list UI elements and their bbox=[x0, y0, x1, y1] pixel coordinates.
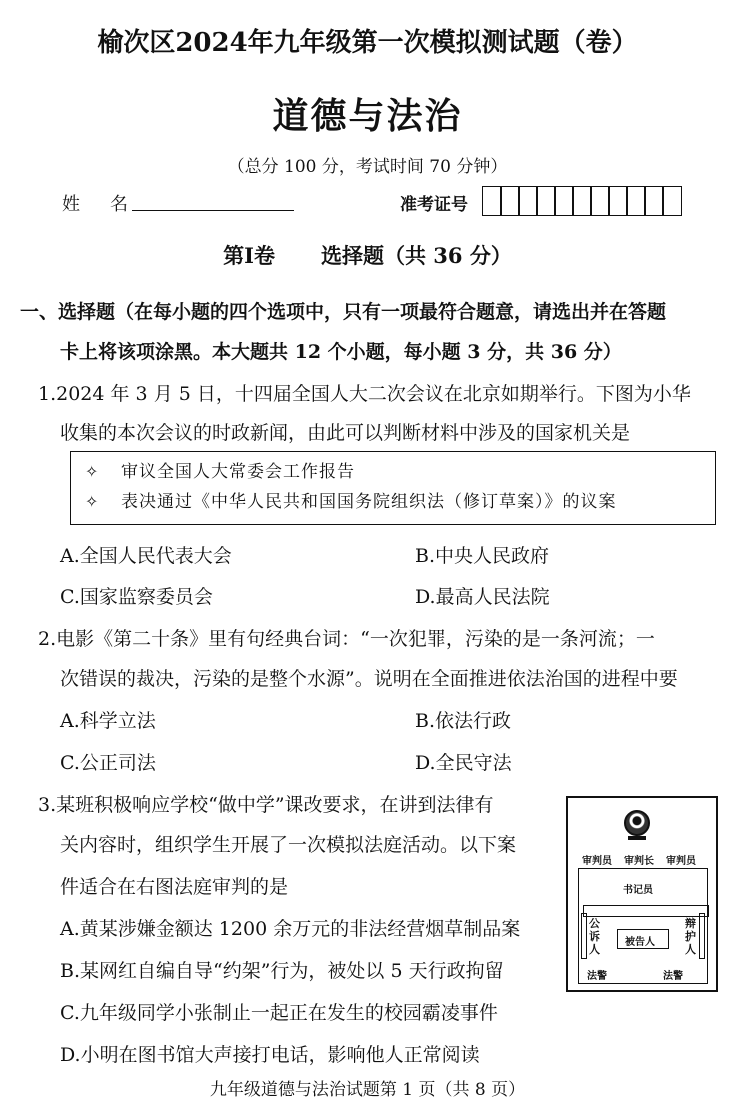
q1-stem-line-2: 收集的本次会议的时政新闻，由此可以判断材料中涉及的国家机关是 bbox=[60, 422, 631, 444]
defender-label: 辩护人 bbox=[685, 917, 696, 956]
q1-stem-line-1: 1.2024 年 3 月 5 日，十四届全国人大二次会议在北京如期举行。下图为小华 bbox=[38, 383, 691, 405]
name-field-line[interactable] bbox=[132, 210, 294, 211]
exam-id-digit-box[interactable] bbox=[608, 186, 628, 216]
exam-id-digit-box[interactable] bbox=[662, 186, 682, 216]
q2-option-b[interactable]: B.依法行政 bbox=[415, 710, 512, 732]
subject-title: 道德与法治 bbox=[272, 95, 463, 137]
q3-stem-line-3: 件适合在右图法庭审判的是 bbox=[60, 876, 289, 898]
q2-option-c[interactable]: C.公正司法 bbox=[60, 752, 156, 774]
chief-judge-label: 审判长 bbox=[624, 856, 654, 867]
exam-id-digit-box[interactable] bbox=[554, 186, 574, 216]
courtroom-diagram bbox=[566, 796, 718, 992]
q3-stem-line-2: 关内容时，组织学生开展了一次模拟法庭活动。以下案 bbox=[60, 834, 517, 856]
name-label: 姓名 bbox=[62, 194, 158, 215]
q2-stem-line-2: 次错误的裁决，污染的是整个水源”。说明在全面推进依法治国的进程中要 bbox=[60, 668, 678, 690]
exam-id-digit-box[interactable] bbox=[482, 186, 502, 216]
exam-id-boxes[interactable] bbox=[482, 186, 680, 216]
exam-info: （总分 100 分，考试时间 70 分钟） bbox=[227, 157, 508, 177]
national-emblem-icon bbox=[624, 810, 650, 836]
news-item: ✧ 表决通过《中华人民共和国国务院组织法（修订草案）》的议案 bbox=[85, 487, 715, 517]
exam-title: 榆次区2024年九年级第一次模拟测试题（卷） bbox=[97, 28, 638, 58]
bailiff-right-label: 法警 bbox=[663, 971, 683, 982]
judge-right-label: 审判员 bbox=[666, 856, 696, 867]
section-title: 选择题（共 36 分） bbox=[320, 243, 512, 268]
section-header bbox=[0, 240, 735, 270]
emblem-base bbox=[628, 836, 646, 840]
clerk-bench bbox=[583, 905, 709, 917]
q2-option-d[interactable]: D.全民守法 bbox=[415, 752, 512, 774]
prosecutor-table bbox=[581, 913, 587, 959]
bailiff-left-label: 法警 bbox=[587, 971, 607, 982]
q2-stem-line-1: 2.电影《第二十条》里有句经典台词：“一次犯罪，污染的是一条河流；一 bbox=[38, 628, 655, 650]
exam-id-digit-box[interactable] bbox=[536, 186, 556, 216]
q3-option-d[interactable]: D.小明在图书馆大声接打电话，影响他人正常阅读 bbox=[60, 1044, 480, 1066]
exam-id-digit-box[interactable] bbox=[590, 186, 610, 216]
q2-option-a[interactable]: A.科学立法 bbox=[60, 710, 156, 732]
exam-id-digit-box[interactable] bbox=[644, 186, 664, 216]
instructions-line-2: 卡上将该项涂黑。本大题共 12 个小题，每小题 3 分，共 36 分） bbox=[60, 341, 622, 363]
q3-option-a[interactable]: A.黄某涉嫌金额达 1200 余万元的非法经营烟草制品案 bbox=[60, 918, 521, 940]
clerk-label: 书记员 bbox=[623, 885, 653, 896]
q1-option-c[interactable]: C.国家监察委员会 bbox=[60, 586, 213, 608]
exam-id-digit-box[interactable] bbox=[518, 186, 538, 216]
q1-option-d[interactable]: D.最高人民法院 bbox=[415, 586, 550, 608]
q3-option-b[interactable]: B.某网红自编自导“约架”行为，被处以 5 天行政拘留 bbox=[60, 960, 504, 982]
exam-id-digit-box[interactable] bbox=[626, 186, 646, 216]
defendant-dock bbox=[617, 929, 669, 949]
diamond-bullet-icon: ✧ bbox=[85, 492, 100, 511]
prosecutor-label: 公诉人 bbox=[589, 917, 600, 956]
exam-id-digit-box[interactable] bbox=[572, 186, 592, 216]
q1-news-box bbox=[70, 451, 716, 525]
exam-id-label: 准考证号 bbox=[400, 195, 468, 215]
judge-left-label: 审判员 bbox=[582, 856, 612, 867]
defender-table bbox=[699, 913, 705, 959]
diamond-bullet-icon: ✧ bbox=[85, 462, 100, 481]
defendant-label: 被告人 bbox=[625, 937, 655, 948]
q1-option-b[interactable]: B.中央人民政府 bbox=[415, 545, 550, 567]
exam-id-digit-box[interactable] bbox=[500, 186, 520, 216]
q3-stem-line-1: 3.某班积极响应学校“做中学”课改要求，在讲到法律有 bbox=[38, 794, 494, 816]
courtroom-floor bbox=[578, 868, 708, 984]
news-item: ✧ 审议全国人大常委会工作报告 bbox=[85, 457, 715, 487]
section-part: 第Ⅰ卷 bbox=[223, 243, 275, 268]
q3-option-c[interactable]: C.九年级同学小张制止一起正在发生的校园霸凌事件 bbox=[60, 1002, 498, 1024]
q1-option-a[interactable]: A.全国人民代表大会 bbox=[60, 545, 232, 567]
page-footer: 九年级道德与法治试题第 1 页（共 8 页） bbox=[209, 1080, 526, 1100]
instructions-line-1: 一、选择题（在每小题的四个选项中，只有一项最符合题意，请选出并在答题 bbox=[20, 301, 667, 323]
